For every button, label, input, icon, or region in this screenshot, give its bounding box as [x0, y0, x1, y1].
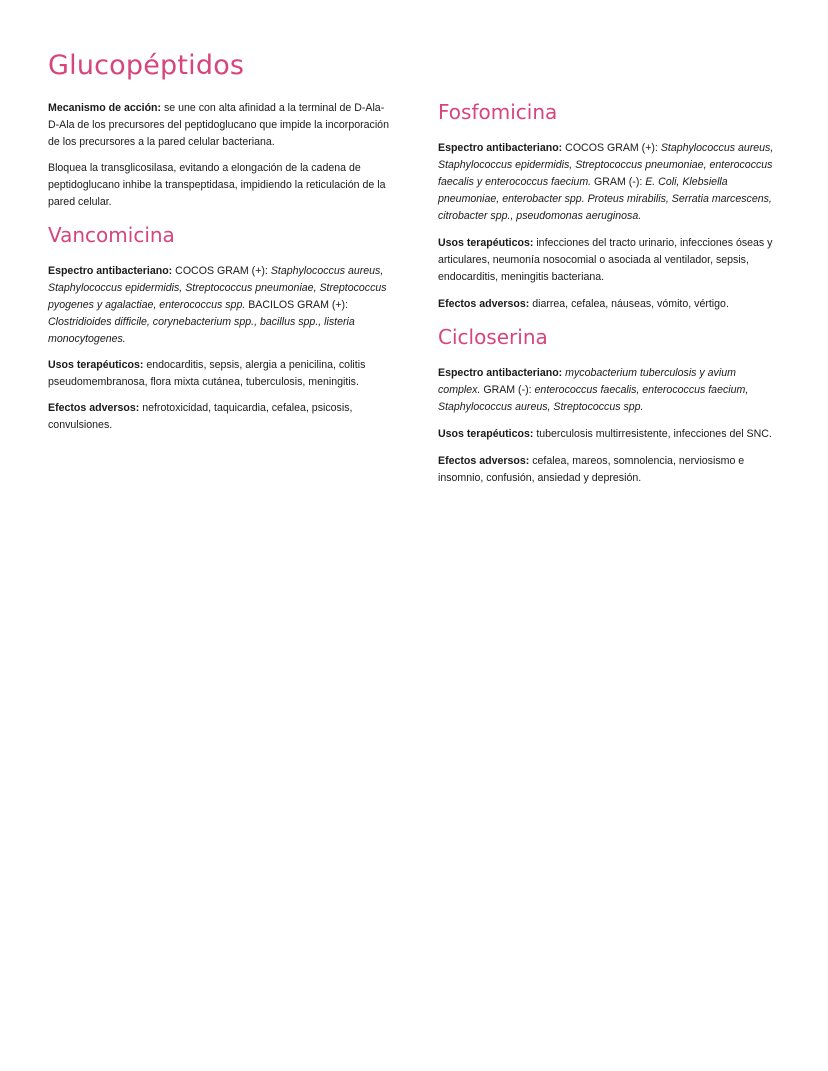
ciclo-espectro-t2: GRAM (-): — [480, 384, 535, 396]
fosfo-espectro-i1: Staphylococcus aureus, Staphylococcus epidermidis, Streptococcus pneumoniae, enterococcus faecalis y enterococcus faecium. — [438, 142, 774, 188]
cicloserina-efectos — [438, 453, 780, 487]
page-title: Glucopéptidos — [48, 50, 245, 81]
mecanismo-paragraph — [48, 100, 394, 151]
vanco-espectro-i2: Clostridioides difficile, corynebacterium spp., bacillus spp., listeria monocytogenes. — [48, 316, 355, 345]
ciclo-efectos-label: Efectos adversos: — [438, 455, 530, 467]
mecanismo-label: Mecanismo de acción: — [48, 102, 162, 114]
ciclo-usos-text: tuberculosis multirresistente, infecciones del SNC. — [533, 428, 772, 440]
vanco-efectos-text: nefrotoxicidad, taquicardia, cefalea, psicosis, convulsiones. — [48, 402, 353, 431]
vanco-espectro-label: Espectro antibacteriano: — [48, 265, 173, 277]
vancomicina-usos — [48, 357, 394, 391]
fosfomicina-espectro — [438, 140, 780, 225]
fosfo-usos-label: Usos terapéuticos: — [438, 237, 534, 249]
fosfomicina-efectos — [438, 296, 780, 313]
vanco-espectro-i1: Staphylococcus aureus, Staphylococcus epidermidis, Streptococcus pneumoniae, Streptococcus pyogenes y agalactiae, enterococcus spp. — [48, 265, 387, 311]
vanco-espectro-t2: BACILOS GRAM (+): — [245, 299, 349, 311]
vancomicina-espectro — [48, 263, 394, 348]
fosfo-espectro-t2: GRAM (-): — [591, 176, 646, 188]
ciclo-espectro-i1: mycobacterium tuberculosis y avium complex. — [438, 367, 736, 396]
cicloserina-espectro — [438, 365, 780, 416]
bloquea-paragraph: Bloquea la transglicosilasa, evitando a elongación de la cadena de peptidoglucano inhibe la transpeptidasa, impidiendo la reticulación de la pared celular. — [48, 162, 386, 208]
fosfomicina-usos — [438, 235, 780, 286]
vancomicina-heading: Vancomicina — [48, 223, 175, 247]
fosfo-efectos-text: diarrea, cefalea, náuseas, vómito, vértigo. — [529, 298, 729, 310]
cicloserina-usos — [438, 426, 780, 443]
fosfo-espectro-i2: E. Coli, Klebsiella pneumoniae, enterobacter spp. Proteus mirabilis, Serratia marcescens, citrobacter spp., pseudomonas aeruginosa. — [438, 176, 772, 222]
ciclo-espectro-label: Espectro antibacteriano: — [438, 367, 563, 379]
ciclo-espectro-i2: enterococcus faecalis, enterococcus faecium, Staphylococcus aureus, Streptococcus spp. — [438, 384, 749, 413]
ciclo-efectos-text: cefalea, mareos, somnolencia, nerviosismo e insomnio, confusión, ansiedad y depresión. — [438, 455, 745, 484]
vanco-usos-text: endocarditis, sepsis, alergia a penicilina, colitis pseudomembranosa, flora mixta cutánea, tuberculosis, meningitis. — [48, 359, 366, 388]
vancomicina-efectos — [48, 400, 394, 434]
mecanismo-text: se une con alta afinidad a la terminal de D-Ala-D-Ala de los precursores del peptidoglucano que impide la incorporación de los precursores a la pared celular bacteriana. — [48, 102, 389, 148]
fosfo-efectos-label: Efectos adversos: — [438, 298, 530, 310]
fosfo-usos-text: infecciones del tracto urinario, infecciones óseas y articulares, neumonía nosocomial o asociada al ventilador, sepsis, endocarditis, meningitis bacteriana. — [438, 237, 773, 283]
fosfo-espectro-t1: COCOS GRAM (+): — [562, 142, 661, 154]
vanco-espectro-t1: COCOS GRAM (+): — [172, 265, 271, 277]
cicloserina-heading: Cicloserina — [438, 325, 548, 349]
fosfo-espectro-label: Espectro antibacteriano: — [438, 142, 563, 154]
fosfomicina-heading: Fosfomicina — [438, 100, 558, 124]
ciclo-usos-label: Usos terapéuticos: — [438, 428, 534, 440]
vanco-usos-label: Usos terapéuticos: — [48, 359, 144, 371]
vanco-efectos-label: Efectos adversos: — [48, 402, 140, 414]
